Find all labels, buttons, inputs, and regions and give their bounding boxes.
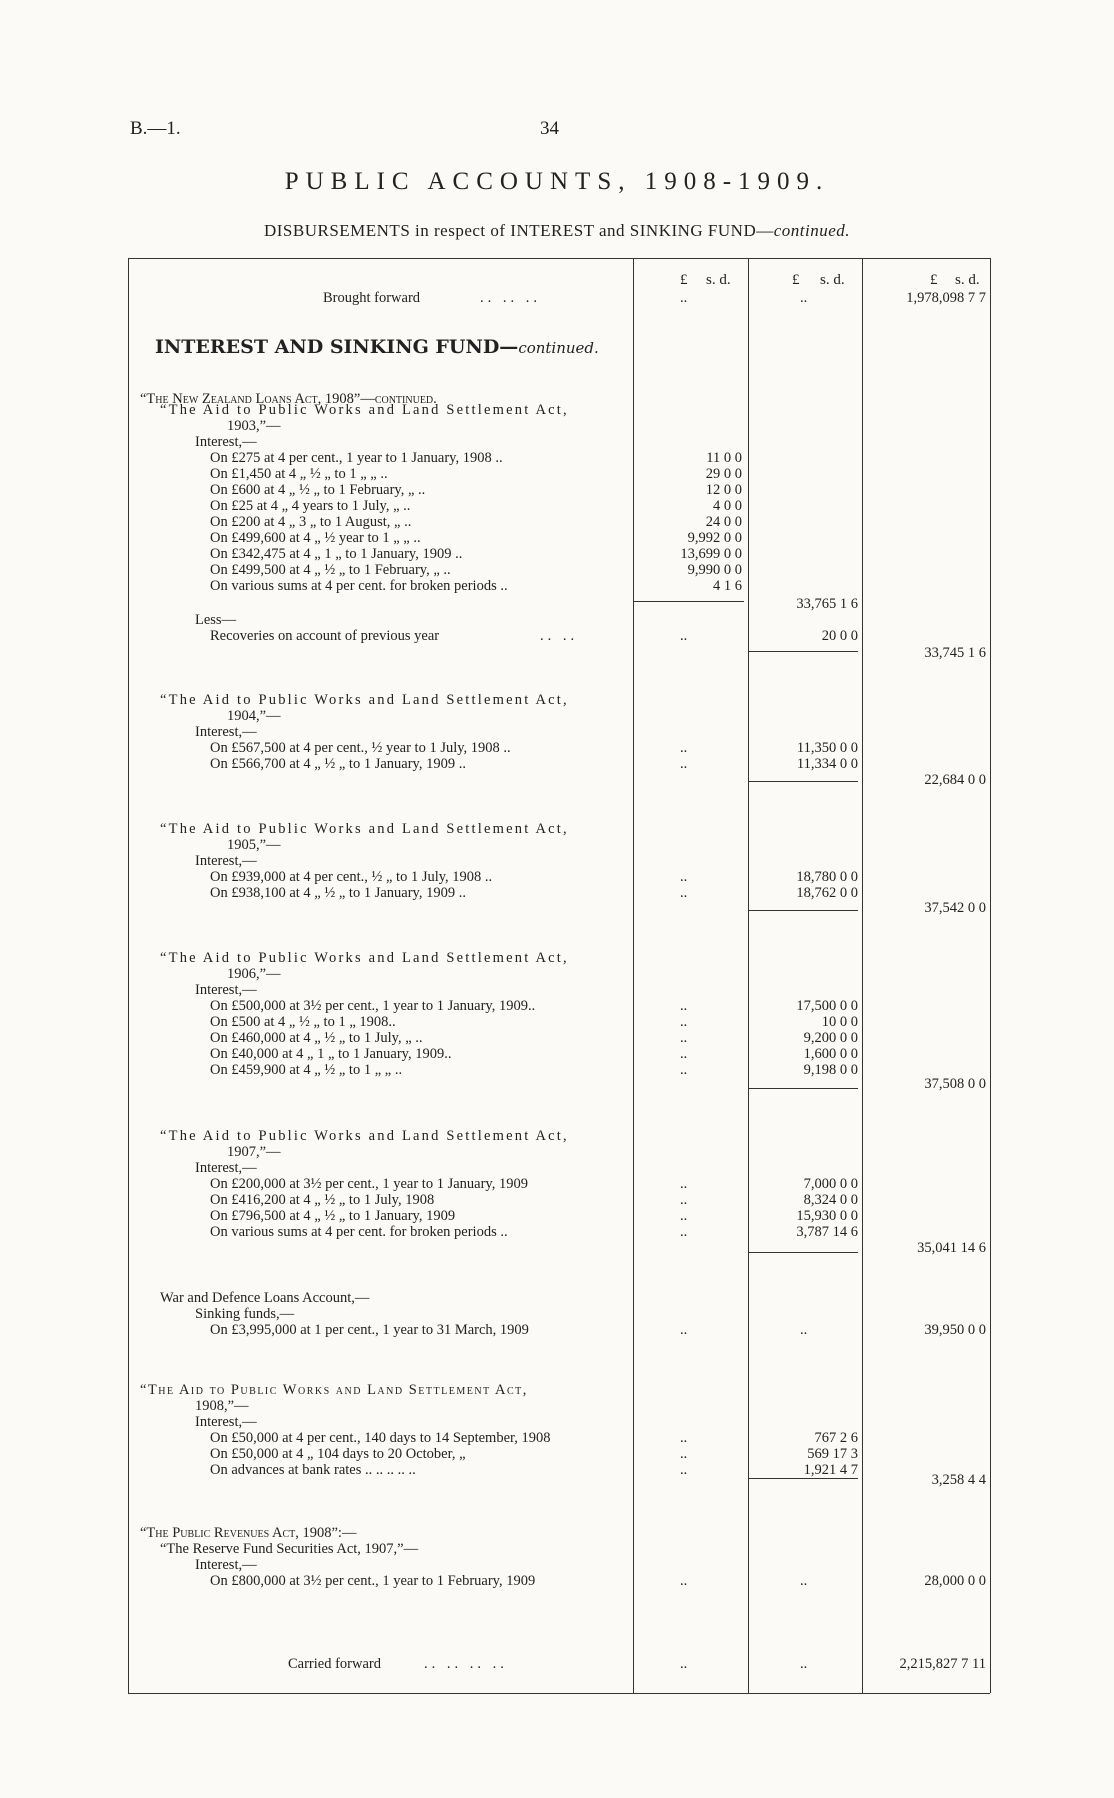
- interest-label: Interest,—: [195, 1414, 257, 1430]
- page-title: PUBLIC ACCOUNTS, 1908-1909.: [284, 168, 830, 195]
- ditto-dots: ..: [680, 869, 688, 885]
- block-1904-total: 22,684 0 0: [924, 772, 986, 788]
- table-row: [0, 1192, 1114, 1208]
- line-amount: 4 1 6: [713, 578, 742, 594]
- ditto-dots: ..: [680, 756, 688, 772]
- less-label: Less—: [195, 612, 237, 628]
- ditto-dots: ..: [680, 1322, 688, 1338]
- line-amount: 9,200 0 0: [803, 1030, 858, 1046]
- ditto-dots: ..: [680, 1192, 688, 1208]
- ditto-dots: ..: [680, 1176, 688, 1192]
- line-description: On £275 at 4 per cent., 1 year to 1 January, 1908 ..: [210, 450, 503, 466]
- table-row: [0, 1430, 1114, 1446]
- line-amount: 9,990 0 0: [687, 562, 742, 578]
- line-amount: 4 0 0: [713, 498, 742, 514]
- carried-forward-label: Carried forward: [288, 1656, 381, 1672]
- col2-pound-head: £: [792, 272, 800, 288]
- table-row: [0, 1014, 1114, 1030]
- table-row: [0, 998, 1114, 1014]
- ditto-dots: ..: [680, 1062, 688, 1078]
- line-description: On £460,000 at 4 „ ½ „ to 1 July, „ ..: [210, 1030, 423, 1046]
- block-1907-total: 35,041 14 6: [917, 1240, 986, 1256]
- reserve-fund-total: 28,000 0 0: [924, 1573, 986, 1589]
- line-description: On £567,500 at 4 per cent., ½ year to 1 July, 1908 ..: [210, 740, 511, 756]
- ditto-dots: ..: [680, 628, 688, 644]
- table-row: [0, 1446, 1114, 1462]
- interest-label: Interest,—: [195, 1557, 257, 1573]
- line-amount: 767 2 6: [814, 1430, 858, 1446]
- block-1903-total: 33,745 1 6: [924, 645, 986, 661]
- table-row: [0, 498, 1114, 514]
- act-1907-title: “The Aid to Public Works and Land Settlement Act,: [160, 1128, 569, 1144]
- ditto-dots: ..: [680, 740, 688, 756]
- line-amount: 9,992 0 0: [687, 530, 742, 546]
- reserve-fund-line: On £800,000 at 3½ per cent., 1 year to 1 February, 1909: [210, 1573, 536, 1589]
- line-amount: 24 0 0: [705, 514, 742, 530]
- line-description: On £499,500 at 4 „ ½ „ to 1 February, „ ..: [210, 562, 451, 578]
- ditto-dots: ..: [680, 1030, 688, 1046]
- line-description: On £459,900 at 4 „ ½ „ to 1 „ „ ..: [210, 1062, 403, 1078]
- reserve-fund-act: “The Reserve Fund Securities Act, 1907,”—: [160, 1541, 419, 1557]
- line-amount: 3,787 14 6: [796, 1224, 858, 1240]
- line-description: On various sums at 4 per cent. for broken periods ..: [210, 1224, 508, 1240]
- interest-label: Interest,—: [195, 1160, 257, 1176]
- line-description: On £25 at 4 „ 4 years to 1 July, „ ..: [210, 498, 411, 514]
- line-amount: 569 17 3: [807, 1446, 858, 1462]
- ditto-dots: ..: [800, 1573, 808, 1589]
- line-description: On £499,600 at 4 „ ½ year to 1 „ „ ..: [210, 530, 421, 546]
- ditto-dots: ..: [680, 1224, 688, 1240]
- line-description: On £40,000 at 4 „ 1 „ to 1 January, 1909..: [210, 1046, 452, 1062]
- line-amount: 10 0 0: [821, 1014, 858, 1030]
- brought-forward-label: Brought forward: [323, 290, 421, 306]
- subtitle-continued: continued.: [773, 221, 851, 240]
- page-subtitle: [0, 221, 1114, 241]
- ditto-dots: ..: [680, 1573, 688, 1589]
- leader-dots: .. .. ..: [480, 290, 541, 306]
- col3-pound-head: £: [930, 272, 938, 288]
- col3-sd-head: s. d.: [955, 272, 980, 288]
- act-1908-title: “The Aid to Public Works and Land Settlement Act,: [140, 1382, 528, 1398]
- line-description: On £566,700 at 4 „ ½ „ to 1 January, 1909 ..: [210, 756, 466, 772]
- ditto-dots: ..: [680, 1430, 688, 1446]
- ditto-dots: ..: [680, 998, 688, 1014]
- line-description: On £416,200 at 4 „ ½ „ to 1 July, 1908: [210, 1192, 435, 1208]
- table-row: [0, 546, 1114, 562]
- ditto-dots: ..: [800, 1322, 808, 1338]
- line-amount: 1,600 0 0: [803, 1046, 858, 1062]
- table-row: [0, 756, 1114, 772]
- line-description: On £939,000 at 4 per cent., ½ „ to 1 July, 1908 ..: [210, 869, 493, 885]
- act-1903-title: “The Aid to Public Works and Land Settlement Act,: [160, 402, 569, 418]
- table-row: [0, 1208, 1114, 1224]
- act-1904-title: “The Aid to Public Works and Land Settlement Act,: [160, 692, 569, 708]
- table-row: [0, 1046, 1114, 1062]
- line-amount: 18,762 0 0: [796, 885, 858, 901]
- line-description: On £342,475 at 4 „ 1 „ to 1 January, 1909 ..: [210, 546, 463, 562]
- line-description: On £200,000 at 3½ per cent., 1 year to 1 January, 1909: [210, 1176, 528, 1192]
- table-row: [0, 1224, 1114, 1240]
- ditto-dots: ..: [680, 1446, 688, 1462]
- recoveries-label: Recoveries on account of previous year: [210, 628, 440, 644]
- carried-forward-total: 2,215,827 7 11: [899, 1656, 986, 1672]
- table-row: [0, 578, 1114, 594]
- act-1904-year: 1904,”—: [227, 708, 281, 724]
- line-description: On £1,450 at 4 „ ½ „ to 1 „ „ ..: [210, 466, 388, 482]
- table-row: [0, 466, 1114, 482]
- ditto-dots: ..: [680, 1462, 688, 1478]
- ditto-dots: ..: [680, 1208, 688, 1224]
- line-description: On various sums at 4 per cent. for broken periods ..: [210, 578, 508, 594]
- act-1906-year: 1906,”—: [227, 966, 281, 982]
- table-row: [0, 562, 1114, 578]
- section-heading-main: INTEREST AND SINKING FUND—: [155, 336, 519, 358]
- page-number: 34: [540, 118, 559, 139]
- col1-sd-head: s. d.: [706, 272, 731, 288]
- war-defence-line: On £3,995,000 at 1 per cent., 1 year to 31 March, 1909: [210, 1322, 529, 1338]
- line-amount: 15,930 0 0: [796, 1208, 858, 1224]
- table-row: [0, 514, 1114, 530]
- line-description: On £50,000 at 4 „ 104 days to 20 October, „: [210, 1446, 466, 1462]
- table-row: [0, 1030, 1114, 1046]
- act-heading-loans-1908: “The New Zealand Loans Act, 1908”—continued.: [140, 391, 437, 407]
- table-row: [0, 740, 1114, 756]
- line-amount: 8,324 0 0: [803, 1192, 858, 1208]
- brought-c2: ..: [800, 290, 808, 306]
- act-1907-year: 1907,”—: [227, 1144, 281, 1160]
- brought-total: 1,978,098 7 7: [906, 290, 986, 306]
- line-description: On £500 at 4 „ ½ „ to 1 „ 1908..: [210, 1014, 396, 1030]
- block-1905-total: 37,542 0 0: [924, 900, 986, 916]
- table-row: [0, 450, 1114, 466]
- act-1908-year: 1908,”—: [195, 1398, 249, 1414]
- line-amount: 7,000 0 0: [803, 1176, 858, 1192]
- act-1905-title: “The Aid to Public Works and Land Settlement Act,: [160, 821, 569, 837]
- ditto-dots: ..: [800, 1656, 808, 1672]
- line-description: On £500,000 at 3½ per cent., 1 year to 1 January, 1909..: [210, 998, 536, 1014]
- line-description: On £50,000 at 4 per cent., 140 days to 14 September, 1908: [210, 1430, 551, 1446]
- line-amount: 17,500 0 0: [796, 998, 858, 1014]
- recoveries-amount: 20 0 0: [821, 628, 858, 644]
- table-row: [0, 482, 1114, 498]
- line-amount: 9,198 0 0: [803, 1062, 858, 1078]
- block-1908-total: 3,258 4 4: [931, 1472, 986, 1488]
- col2-sd-head: s. d.: [820, 272, 845, 288]
- interest-label: Interest,—: [195, 724, 257, 740]
- brought-forward-row: [0, 290, 1114, 306]
- table-row: [0, 530, 1114, 546]
- line-amount: 11 0 0: [706, 450, 742, 466]
- section-heading: [155, 336, 599, 358]
- line-description: On advances at bank rates .. .. .. .. ..: [210, 1462, 416, 1478]
- block-1906-total: 37,508 0 0: [924, 1076, 986, 1092]
- sinking-funds-label: Sinking funds,—: [195, 1306, 295, 1322]
- ditto-dots: ..: [680, 1014, 688, 1030]
- section-heading-continued: continued.: [518, 339, 599, 357]
- leader-dots: .. ..: [540, 628, 579, 644]
- ditto-dots: ..: [680, 885, 688, 901]
- table-row: [0, 885, 1114, 901]
- line-description: On £600 at 4 „ ½ „ to 1 February, „ ..: [210, 482, 426, 498]
- table-row: [0, 1176, 1114, 1192]
- war-defence-total: 39,950 0 0: [924, 1322, 986, 1338]
- interest-label: Interest,—: [195, 982, 257, 998]
- line-description: On £938,100 at 4 „ ½ „ to 1 January, 1909 ..: [210, 885, 466, 901]
- table-row: [0, 869, 1114, 885]
- ditto-dots: ..: [680, 1046, 688, 1062]
- line-amount: 11,350 0 0: [796, 740, 858, 756]
- leader-dots: .. .. .. ..: [424, 1656, 508, 1672]
- act-1905-year: 1905,”—: [227, 837, 281, 853]
- line-amount: 12 0 0: [705, 482, 742, 498]
- line-amount: 11,334 0 0: [796, 756, 858, 772]
- act-1906-title: “The Aid to Public Works and Land Settlement Act,: [160, 950, 569, 966]
- interest-label: Interest,—: [195, 434, 257, 450]
- document-reference: B.—1.: [130, 118, 181, 139]
- act-1903-year: 1903,”—: [227, 418, 281, 434]
- war-defence-heading: War and Defence Loans Account,—: [160, 1290, 370, 1306]
- line-amount: 18,780 0 0: [796, 869, 858, 885]
- col1-pound-head: £: [680, 272, 688, 288]
- line-description: On £796,500 at 4 „ ½ „ to 1 January, 1909: [210, 1208, 456, 1224]
- subtitle-main: DISBURSEMENTS in respect of INTEREST and SINKING FUND—: [263, 221, 774, 240]
- interest-label: Interest,—: [195, 853, 257, 869]
- public-revenues-act: “The Public Revenues Act, 1908”:—: [140, 1525, 357, 1541]
- line-description: On £200 at 4 „ 3 „ to 1 August, „ ..: [210, 514, 412, 530]
- line-amount: 1,921 4 7: [803, 1462, 858, 1478]
- line-amount: 13,699 0 0: [680, 546, 742, 562]
- brought-c1: ..: [680, 290, 688, 306]
- block-1903-subtotal: 33,765 1 6: [796, 596, 858, 612]
- line-amount: 29 0 0: [705, 466, 742, 482]
- ditto-dots: ..: [680, 1656, 688, 1672]
